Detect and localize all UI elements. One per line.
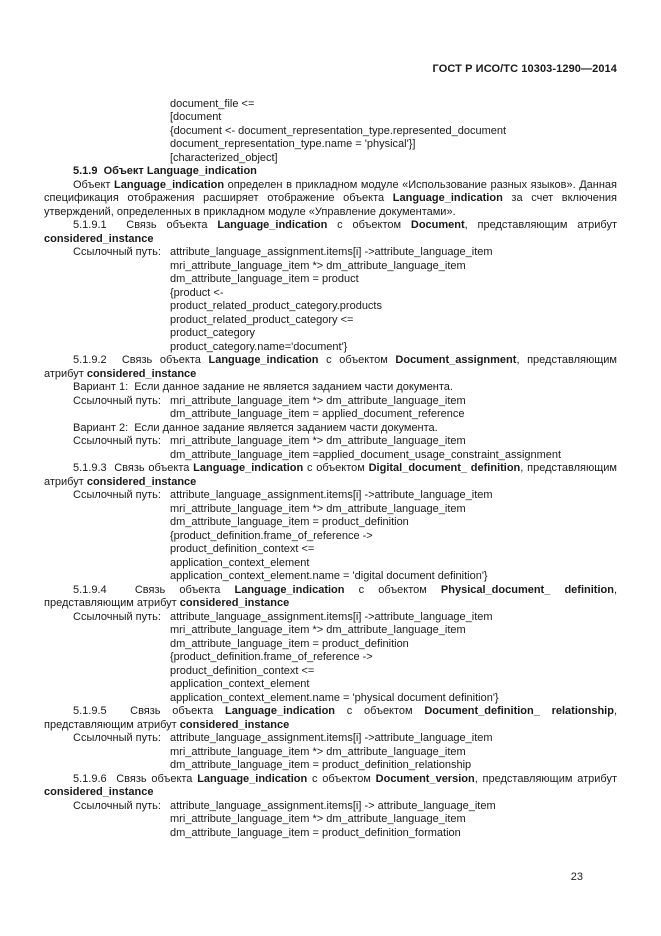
code-line: dm_attribute_language_item = product — [170, 273, 359, 285]
text-segment: Document — [410, 219, 465, 231]
refpath-lines — [170, 408, 617, 422]
refpath-label: Ссылочный путь: — [73, 732, 161, 744]
refpath-5-1-9-2-variant-2 — [44, 435, 617, 462]
refpath-first-code: attribute_language_assignment.items[i] -> attribute_language_item — [170, 799, 496, 812]
refpath-first-line — [44, 246, 617, 260]
code-line: dm_attribute_language_item = product_definition — [170, 516, 409, 528]
text-segment: considered_instance — [44, 232, 154, 245]
refpath-label: Ссылочный путь: — [73, 799, 161, 812]
text-segment: Language_indication — [392, 192, 503, 204]
refpath-5-1-9-2-variant-1 — [44, 395, 617, 422]
text-segment: 5.1.9 Объект Language_indication — [73, 165, 257, 177]
code-line: [document — [170, 111, 222, 123]
code-line: dm_attribute_language_item = product_definition_relationship — [170, 759, 472, 771]
code-line: mri_attribute_language_item *> dm_attribute_language_item — [170, 745, 466, 758]
refpath-first-code: attribute_language_assignment.items[i] ->attribute_language_item — [170, 246, 493, 258]
refpath-first-code: attribute_language_assignment.items[i] ->attribute_language_item — [170, 732, 493, 744]
code-line: mri_attribute_language_item *> dm_attribute_language_item — [170, 624, 466, 636]
text-segment: 5.1.9.5 Связь объекта — [73, 705, 226, 717]
text-segment: Document_definition_ relationship — [424, 705, 614, 717]
code-line: product_category.name='document'} — [170, 340, 348, 353]
code-line: dm_attribute_language_item = applied_document_reference — [170, 408, 465, 420]
text-segment: considered_instance — [86, 367, 197, 380]
text-segment: Digital_document_ definition — [368, 462, 521, 474]
text-segment: 5.1.9.1 Связь объекта — [73, 219, 218, 231]
refpath-first-line — [44, 800, 617, 814]
doc-header: ГОСТ Р ИСО/ТС 10303-1290—2014 — [432, 63, 617, 75]
paragraph-5-1-9-intro — [44, 179, 617, 220]
refpath-label: Ссылочный путь: — [73, 246, 161, 258]
code-line: product_definition_context <= — [170, 664, 315, 677]
text-segment: с объектом — [344, 583, 441, 596]
text-segment: Language_indication — [217, 219, 328, 231]
code-line: dm_attribute_language_item =applied_document_usage_constraint_assignment — [170, 448, 562, 461]
refpath-first-code: attribute_language_assignment.items[i] ->attribute_language_item — [170, 610, 493, 623]
refpath-first-code: attribute_language_assignment.items[i] ->attribute_language_item — [170, 489, 493, 501]
text-segment: Объект — [73, 178, 115, 191]
text-segment: с объектом — [303, 462, 369, 474]
text-segment: , представляющим атрибут — [44, 462, 617, 488]
refpath-5-1-9-6 — [44, 800, 617, 841]
text-segment: за счет включения утверждений, определенных в прикладном модуле «Управление документами». — [44, 192, 617, 218]
code-line: {product <- — [170, 286, 224, 299]
code-line: document_file <= — [170, 97, 255, 110]
refpath-label: Ссылочный путь: — [73, 489, 161, 501]
page-content — [44, 63, 617, 840]
code-line: dm_attribute_language_item = product_definition_formation — [170, 826, 461, 839]
text-segment: 5.1.9.2 Связь объекта — [73, 354, 209, 366]
text-segment: considered_instance — [179, 718, 290, 731]
refpath-5-1-9-5 — [44, 732, 617, 773]
text-segment: , представляющим атрибут — [464, 219, 617, 231]
refpath-lines — [170, 624, 617, 705]
variant-2-note: Вариант 2: Если данное задание является заданием части документа. — [73, 421, 438, 434]
code-line: mri_attribute_language_item *> dm_attribute_language_item — [170, 259, 466, 272]
text-segment: , представляющим атрибут — [44, 583, 617, 609]
code-line: product_related_product_category.products — [170, 300, 382, 312]
express-code-block — [170, 98, 617, 166]
code-line: [characterized_object] — [170, 151, 278, 164]
variant-1-note: Вариант 1: Если данное задание не является заданием части документа. — [73, 381, 453, 393]
text-segment: considered_instance — [44, 786, 154, 798]
refpath-label: Ссылочный путь: — [73, 610, 161, 623]
code-line: application_context_element.name = 'physical document definition'} — [170, 691, 499, 704]
text-segment: , представляющим атрибут — [44, 705, 617, 731]
refpath-first-line — [44, 395, 617, 409]
code-line: document_representation_type.name = 'physical'}] — [170, 138, 416, 150]
code-line: product_category — [170, 327, 255, 339]
refpath-lines — [170, 449, 617, 463]
text-segment: определен в прикладном модуле «Использование разных языков». Данная спецификация отображения расширяет отображение объекта — [44, 178, 618, 204]
refpath-5-1-9-1 — [44, 246, 617, 354]
code-line: mri_attribute_language_item *> dm_attribute_language_item — [170, 813, 466, 825]
refpath-first-line — [44, 732, 617, 746]
text-segment: 5.1.9.3 Связь объекта — [73, 462, 194, 474]
text-segment: рибут — [588, 772, 617, 785]
code-line: application_context_element — [170, 678, 310, 690]
code-line: {document <- document_representation_type.represented_document — [170, 124, 507, 137]
text-segment: с объектом — [335, 705, 425, 717]
text-segment: , представляющим атрибут — [44, 354, 617, 380]
text-segment: 5.1.9.4 Связь объекта — [73, 583, 235, 596]
code-line: {product_definition.frame_of_reference -> — [170, 529, 373, 542]
code-line: product_definition_context <= — [170, 543, 315, 555]
refpath-lines — [170, 260, 617, 355]
code-line: mri_attribute_language_item *> dm_attribute_language_item — [170, 502, 466, 515]
refpath-label: Ссылочный путь: — [73, 435, 161, 447]
heading-5-1-9 — [44, 165, 617, 179]
code-line: dm_attribute_language_item = product_definition — [170, 637, 409, 650]
text-segment: Document_version — [375, 772, 475, 785]
refpath-first-code: mri_attribute_language_item *> dm_attribute_language_item — [170, 435, 466, 447]
text-segment: Document_assignment — [395, 354, 517, 366]
refpath-first-code: mri_attribute_language_item *> dm_attribute_language_item — [170, 394, 466, 407]
refpath-5-1-9-4 — [44, 611, 617, 706]
code-line: application_context_element — [170, 556, 310, 569]
heading-5-1-9-3 — [44, 462, 617, 489]
text-segment: с объектом — [318, 354, 396, 366]
text-segment: Language_indication — [208, 354, 319, 366]
text-segment: Physical_document_ definition — [440, 583, 614, 596]
page-number: 23 — [570, 871, 583, 883]
refpath-first-line — [44, 489, 617, 503]
text-segment: Language_indication — [234, 583, 345, 596]
text-segment: Language_indication — [197, 772, 308, 785]
refpath-lines — [170, 746, 617, 773]
code-line: {product_definition.frame_of_reference -> — [170, 651, 373, 663]
heading-5-1-9-4 — [44, 584, 617, 611]
text-segment: considered_instance — [86, 475, 197, 488]
heading-5-1-9-1 — [44, 219, 617, 246]
text-segment: с объектом — [307, 772, 376, 785]
text-segment: Language_indication — [225, 705, 336, 717]
refpath-5-1-9-3 — [44, 489, 617, 584]
refpath-first-line — [44, 435, 617, 449]
text-segment: с объектом — [327, 219, 411, 231]
refpath-label: Ссылочный путь: — [73, 394, 161, 407]
text-segment: 5.1.9.6 Связь объекта — [73, 772, 198, 785]
code-line: application_context_element.name = 'digital document definition'} — [170, 570, 488, 582]
text-segment: Language_indication — [114, 178, 225, 191]
text-segment: Language_indication — [193, 462, 304, 474]
refpath-first-line — [44, 611, 617, 625]
text-segment: considered_instance — [179, 597, 290, 609]
refpath-lines — [170, 813, 617, 840]
text-segment: , представляющим ат — [474, 772, 589, 785]
refpath-lines — [170, 503, 617, 584]
code-line: product_related_product_category <= — [170, 313, 354, 326]
heading-5-1-9-5 — [44, 705, 617, 732]
heading-5-1-9-6 — [44, 773, 617, 800]
heading-5-1-9-2 — [44, 354, 617, 381]
